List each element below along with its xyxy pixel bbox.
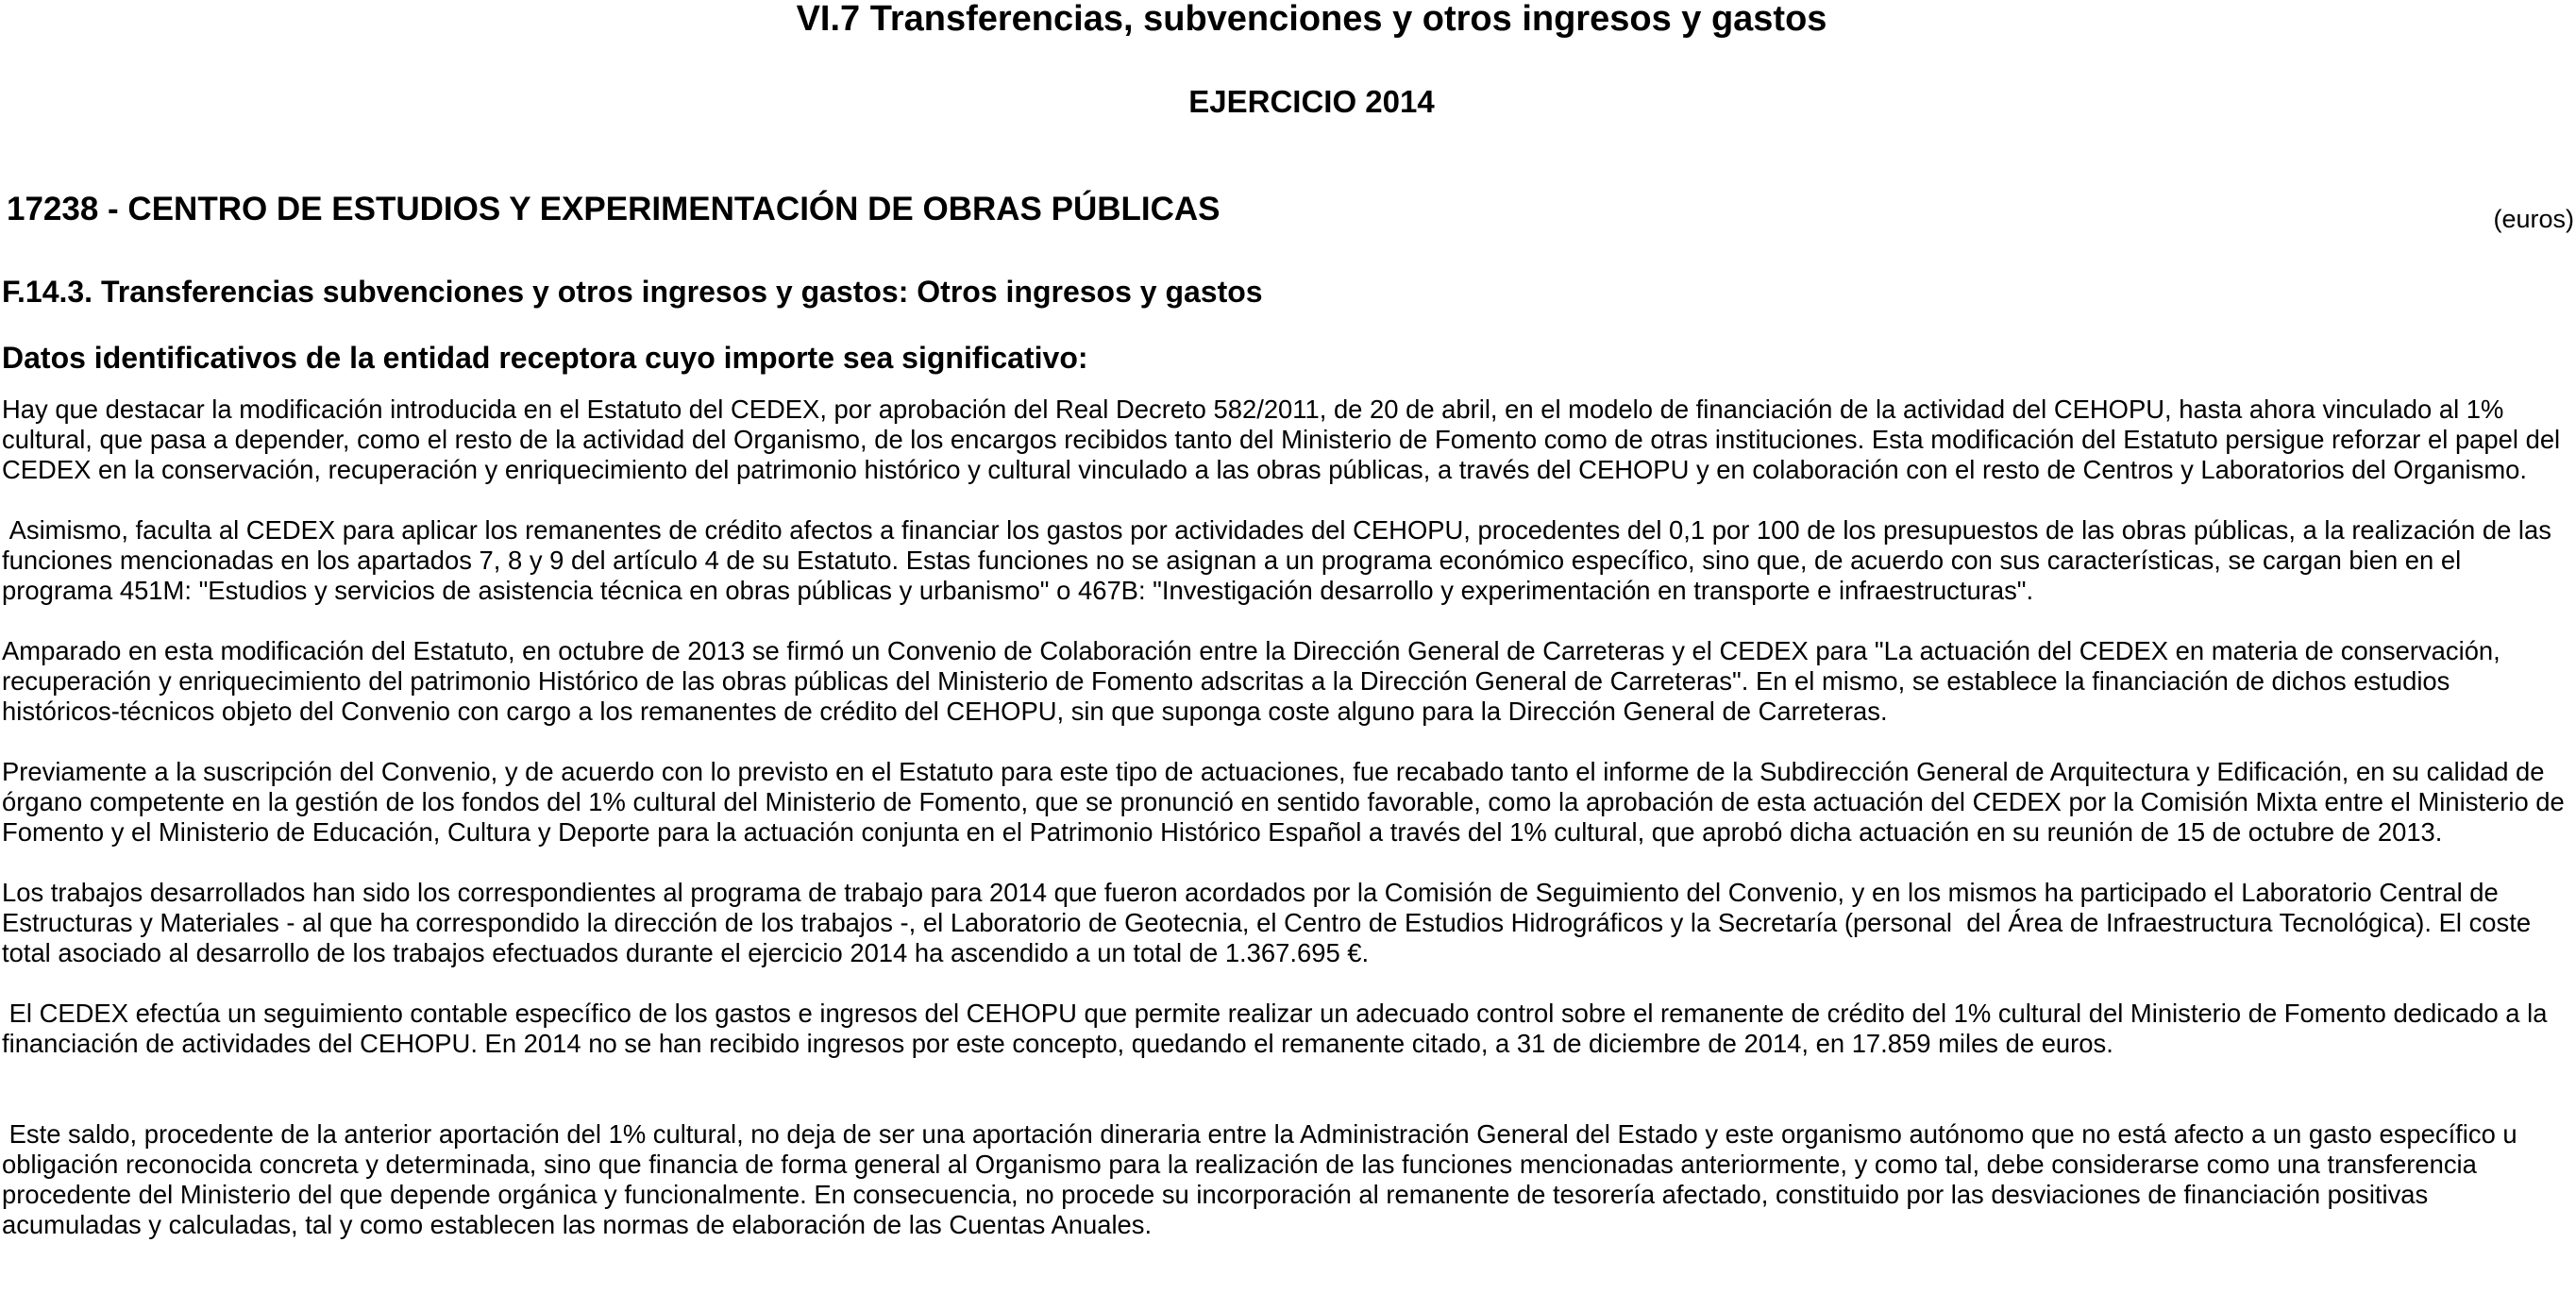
entity-heading: 17238 - CENTRO DE ESTUDIOS Y EXPERIMENTACIÓN DE OBRAS PÚBLICAS bbox=[7, 191, 1221, 227]
page-title: VI.7 Transferencias, subvenciones y otros ingresos y gastos bbox=[796, 0, 1827, 39]
paragraph: Los trabajos desarrollados han sido los correspondientes al programa de trabajo para 2014 que fueron acordados por la Comisión de Seguimiento del Convenio, y en los mismos ha participado el Laboratorio Central de Estructuras y Materiales - al que ha correspondido la dirección de los trabajos -, el Laboratorio de Geotecnia, el Centro de Estudios Hidrográficos y la Secretaría (personal del Área de Infraestructura Tecnológica). El coste total asociado al desarrollo de los trabajos efectuados durante el ejercicio 2014 ha ascendido a un total de 1.367.695 €. bbox=[2, 878, 2538, 967]
body-text bbox=[2, 395, 2573, 1270]
section-subtitle: Datos identificativos de la entidad receptora cuyo importe sea significativo: bbox=[2, 341, 1088, 375]
section-title: F.14.3. Transferencias subvenciones y otros ingresos y gastos: Otros ingresos y gastos bbox=[2, 275, 1263, 309]
fiscal-year-heading: EJERCICIO 2014 bbox=[1188, 84, 1435, 119]
paragraph: Asimismo, faculta al CEDEX para aplicar los remanentes de crédito afectos a financiar los gastos por actividades del CEHOPU, procedentes del 0,1 por 100 de los presupuestos de las obras públicas, a la realización de las funciones mencionadas en los apartados 7, 8 y 9 del artículo 4 de su Estatuto. Estas funciones no se asignan a un programa económico específico, sino que, de acuerdo con sus características, se cargan bien en el programa 451M: "Estudios y servicios de asistencia técnica en obras públicas y urbanismo" o 467B: "Investigación desarrollo y experimentación en transporte e infraestructuras". bbox=[2, 515, 2559, 605]
paragraph: Hay que destacar la modificación introducida en el Estatuto del CEDEX, por aprobación del Real Decreto 582/2011, de 20 de abril, en el modelo de financiación de la actividad del CEHOPU, hasta ahora vinculado al 1% cultural, que pasa a depender, como el resto de la actividad del Organismo, de los encargos recibidos tanto del Ministerio de Fomento como de otras instituciones. Esta modificación del Estatuto persigue reforzar el papel del CEDEX en la conservación, recuperación y enriquecimiento del patrimonio histórico y cultural vinculado a las obras públicas, a través del CEHOPU y en colaboración con el resto de Centros y Laboratorios del Organismo. bbox=[2, 395, 2568, 484]
paragraph: El CEDEX efectúa un seguimiento contable específico de los gastos e ingresos del CEHOPU que permite realizar un adecuado control sobre el remanente de crédito del 1% cultural del Ministerio de Fomento dedicado a la financiación de actividades del CEHOPU. En 2014 no se han recibido ingresos por este concepto, quedando el remanente citado, a 31 de diciembre de 2014, en 17.859 miles de euros. bbox=[2, 999, 2555, 1058]
paragraph: Amparado en esta modificación del Estatuto, en octubre de 2013 se firmó un Convenio de Colaboración entre la Dirección General de Carreteras y el CEDEX para "La actuación del CEDEX en materia de conservación, recuperación y enriquecimiento del patrimonio Histórico de las obras públicas del Ministerio de Fomento adscritas a la Dirección General de Carreteras". En el mismo, se establece la financiación de dichos estudios históricos-técnicos objeto del Convenio con cargo a los remanentes de crédito del CEHOPU, sin que suponga coste alguno para la Dirección General de Carreteras. bbox=[2, 636, 2508, 726]
paragraph: Previamente a la suscripción del Convenio, y de acuerdo con lo previsto en el Estatuto para este tipo de actuaciones, fue recabado tanto el informe de la Subdirección General de Arquitectura y Edificación, en su calidad de órgano competente en la gestión de los fondos del 1% cultural del Ministerio de Fomento, que se pronunció en sentido favorable, como la aprobación de esta actuación del CEDEX por la Comisión Mixta entre el Ministerio de Fomento y el Ministerio de Educación, Cultura y Deporte para la actuación conjunta en el Patrimonio Histórico Español a través del 1% cultural, que aprobó dicha actuación en su reunión de 15 de octubre de 2013. bbox=[2, 757, 2572, 847]
paragraph: Este saldo, procedente de la anterior aportación del 1% cultural, no deja de ser una aportación dineraria entre la Administración General del Estado y este organismo autónomo que no está afecto a un gasto específico u obligación reconocida concreta y determinada, sino que financia de forma general al Organismo para la realización de las funciones mencionadas anteriormente, y como tal, debe considerarse como una transferencia procedente del Ministerio del que depende orgánica y funcionalmente. En consecuencia, no procede su incorporación al remanente de tesorería afectado, constituido por las desviaciones de financiación positivas acumuladas y calculadas, tal y como establecen las normas de elaboración de las Cuentas Anuales. bbox=[2, 1119, 2525, 1239]
currency-unit-label: (euros) bbox=[2493, 205, 2574, 233]
